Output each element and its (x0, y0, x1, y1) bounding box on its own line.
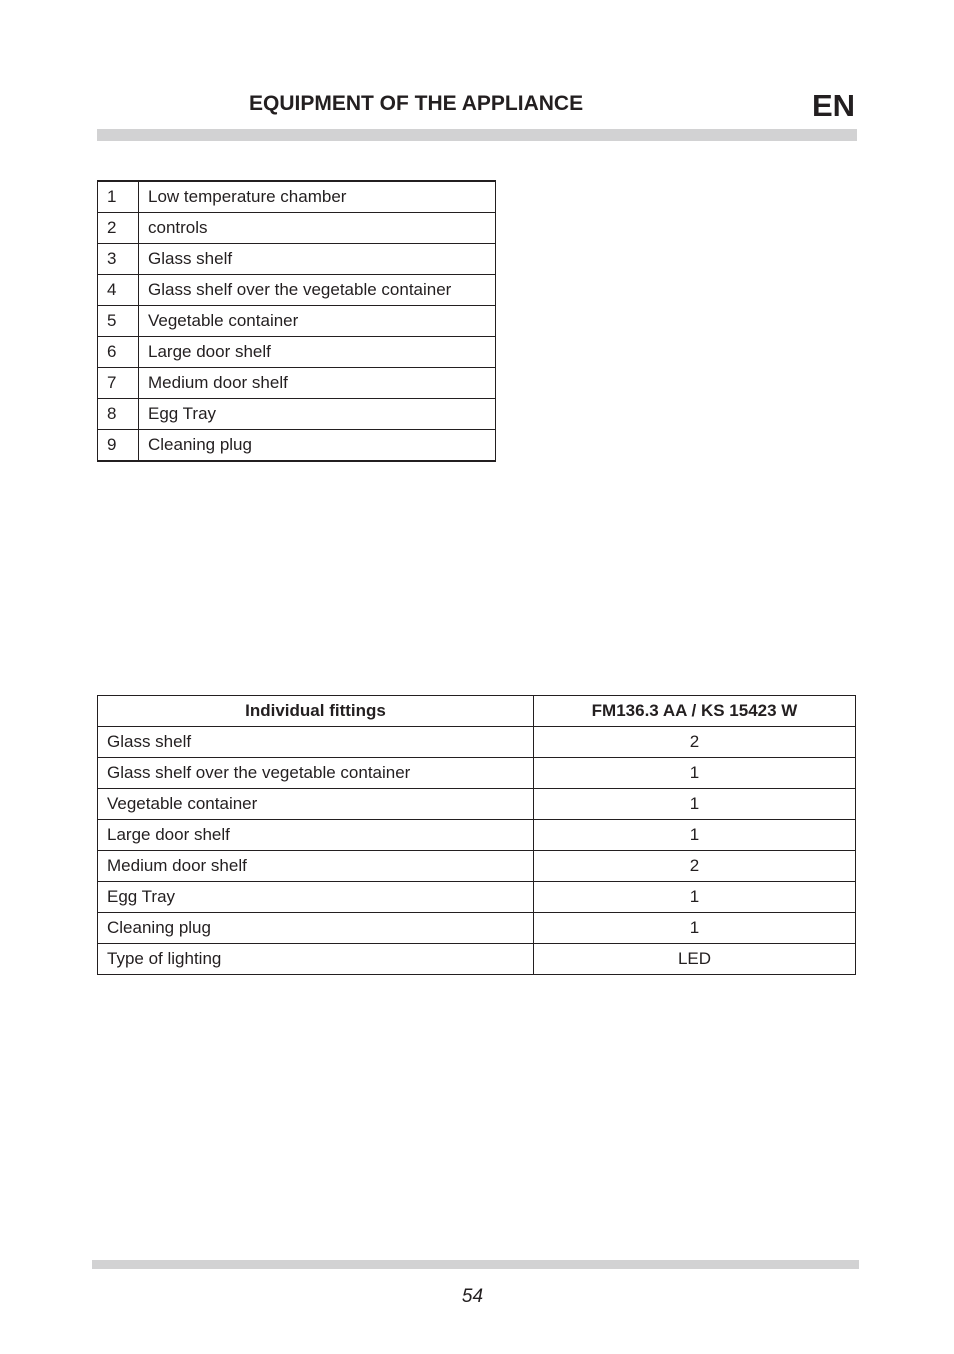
table-row (98, 181, 496, 213)
column-header-fittings: Individual fittings (98, 696, 534, 727)
table-row (98, 789, 856, 820)
part-number: 6 (98, 337, 139, 368)
fitting-name: Glass shelf (98, 727, 534, 758)
table-row (98, 430, 496, 462)
fitting-name: Large door shelf (98, 820, 534, 851)
fitting-name: Vegetable container (98, 789, 534, 820)
fitting-quantity: 1 (534, 789, 856, 820)
part-number: 2 (98, 213, 139, 244)
table-row (98, 727, 856, 758)
footer-divider (92, 1260, 859, 1269)
table-row (98, 368, 496, 399)
language-badge: EN (812, 88, 856, 123)
fitting-quantity: 1 (534, 758, 856, 789)
table-header-row (98, 696, 856, 727)
part-label: Glass shelf over the vegetable container (139, 275, 496, 306)
page-number: 54 (461, 1286, 484, 1307)
fitting-name: Cleaning plug (98, 913, 534, 944)
parts-list-table (97, 180, 496, 462)
table-row (98, 275, 496, 306)
part-label: Vegetable container (139, 306, 496, 337)
table-row (98, 399, 496, 430)
header-divider (97, 129, 857, 141)
fitting-quantity: 1 (534, 913, 856, 944)
fitting-quantity: 2 (534, 727, 856, 758)
part-number: 3 (98, 244, 139, 275)
part-label: Egg Tray (139, 399, 496, 430)
table-row (98, 758, 856, 789)
part-label: Large door shelf (139, 337, 496, 368)
part-number: 1 (98, 181, 139, 213)
table-row (98, 882, 856, 913)
table-row (98, 213, 496, 244)
part-number: 9 (98, 430, 139, 462)
table-row (98, 820, 856, 851)
part-label: Low temperature chamber (139, 181, 496, 213)
part-label: Cleaning plug (139, 430, 496, 462)
part-label: controls (139, 213, 496, 244)
table-row (98, 851, 856, 882)
table-row (98, 244, 496, 275)
fitting-name: Medium door shelf (98, 851, 534, 882)
part-label: Medium door shelf (139, 368, 496, 399)
part-number: 4 (98, 275, 139, 306)
fitting-quantity: LED (534, 944, 856, 975)
part-label: Glass shelf (139, 244, 496, 275)
fittings-table (97, 695, 856, 975)
part-number: 7 (98, 368, 139, 399)
part-number: 5 (98, 306, 139, 337)
table-row (98, 944, 856, 975)
fitting-quantity: 1 (534, 820, 856, 851)
column-header-model: FM136.3 AA / KS 15423 W (534, 696, 856, 727)
part-number: 8 (98, 399, 139, 430)
table-row (98, 306, 496, 337)
fitting-name: Egg Tray (98, 882, 534, 913)
fitting-name: Glass shelf over the vegetable container (98, 758, 534, 789)
fitting-quantity: 2 (534, 851, 856, 882)
fitting-quantity: 1 (534, 882, 856, 913)
table-row (98, 913, 856, 944)
page-title: EQUIPMENT OF THE APPLIANCE (249, 92, 584, 115)
table-row (98, 337, 496, 368)
fitting-name: Type of lighting (98, 944, 534, 975)
